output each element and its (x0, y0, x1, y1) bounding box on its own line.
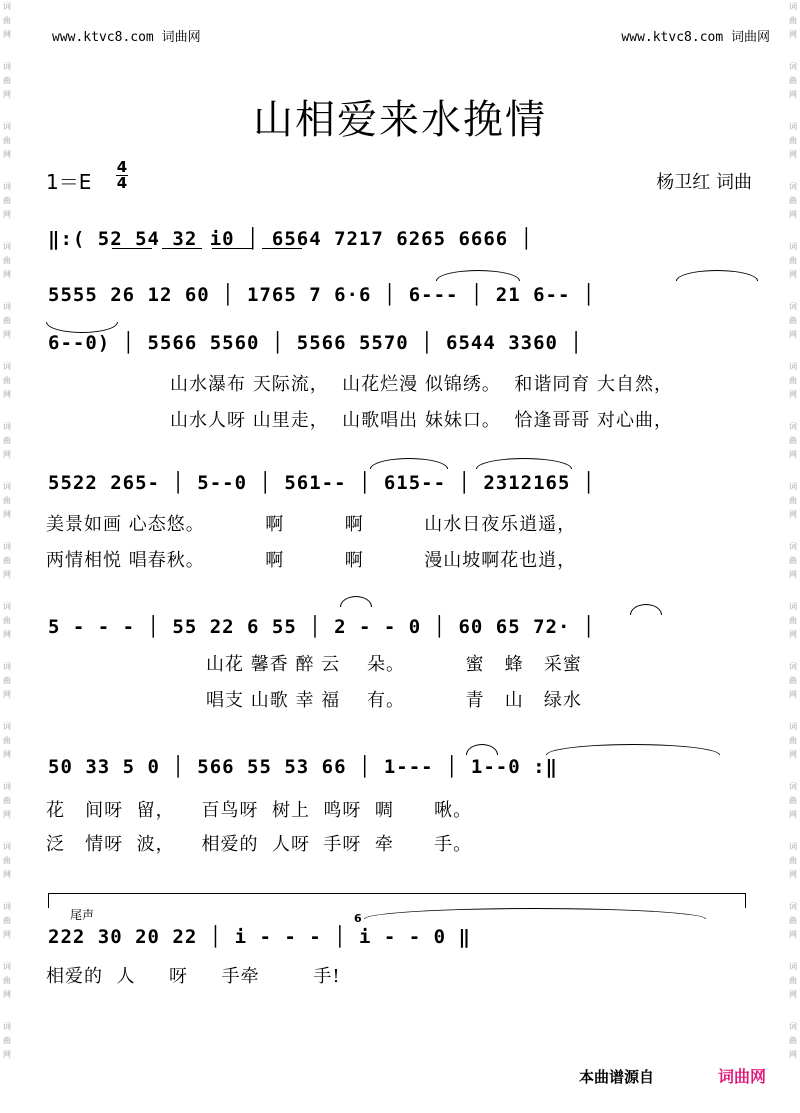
side-watermark-text: 词曲网 (3, 722, 11, 759)
lyric-line-6b: 泛 情呀 波， 相爱的 人呀 手呀 牵 手。 (46, 834, 473, 855)
header-left-url: www.ktvc8.com 词曲网 (52, 30, 201, 45)
time-signature-bottom: 4 (116, 174, 128, 192)
time-signature (116, 160, 128, 191)
lyric-line-5b: 唱支 山歌 幸 福 有。 青 山 绿水 (206, 690, 582, 711)
side-watermark-text: 词曲网 (789, 542, 797, 579)
side-watermark-text: 词曲网 (789, 62, 797, 99)
lyric-line-4b: 两情相悦 唱春秋。 啊 啊 漫山坡啊花也逍， (46, 550, 577, 571)
side-watermark-text: 词曲网 (789, 1022, 797, 1059)
side-watermark-text: 词曲网 (3, 602, 11, 639)
side-watermark-text: 词曲网 (789, 302, 797, 339)
side-watermark-text: 词曲网 (3, 962, 11, 999)
footer-source-label: 本曲谱源自 (578, 1068, 654, 1086)
side-watermark-text: 词曲网 (3, 542, 11, 579)
side-watermark-text: 词曲网 (789, 962, 797, 999)
right-watermark-strip (786, 0, 800, 1113)
side-watermark-text: 词曲网 (3, 242, 11, 279)
lyric-line-3b: 山水人呀 山里走， 山歌唱出 妹妹口。 恰逢哥哥 对心曲， (170, 410, 674, 431)
coda-label: 尾声 (70, 908, 95, 922)
key-signature: 1＝E (46, 170, 92, 194)
notation-line-1: ‖:( 52 54 32 i0 │ 6564 7217 6265 6666 │ (48, 228, 534, 250)
side-watermark-text: 词曲网 (3, 842, 11, 879)
side-watermark-text: 词曲网 (789, 242, 797, 279)
side-watermark-text: 词曲网 (3, 482, 11, 519)
side-watermark-text: 词曲网 (3, 122, 11, 159)
side-watermark-text: 词曲网 (789, 722, 797, 759)
side-watermark-text: 词曲网 (3, 182, 11, 219)
side-watermark-text: 词曲网 (3, 2, 11, 39)
notation-line-6: 50 33 5 0 │ 566 55 53 66 │ 1--- │ 1--0 :‖ (48, 756, 558, 778)
side-watermark-text: 词曲网 (3, 362, 11, 399)
coda-bracket (48, 893, 746, 908)
side-watermark-text: 词曲网 (789, 662, 797, 699)
composer-credit: 杨卫红 词曲 (656, 172, 752, 193)
side-watermark-text: 词曲网 (789, 482, 797, 519)
side-watermark-text: 词曲网 (3, 302, 11, 339)
time-signature-top: 4 (116, 158, 128, 176)
side-watermark-text: 词曲网 (3, 422, 11, 459)
side-watermark-text: 词曲网 (3, 62, 11, 99)
footer-brand-link[interactable]: 词曲网 (717, 1067, 766, 1086)
lyric-line-6a: 花 间呀 留， 百鸟呀 树上 鸣呀 啁 啾。 (46, 800, 473, 821)
side-watermark-text: 词曲网 (789, 182, 797, 219)
notation-line-2: 5555 26 12 60 │ 1765 7 6·6 │ 6--- │ 21 6-- │ (48, 284, 596, 306)
header-right-url: www.ktvc8.com 词曲网 (621, 30, 770, 45)
song-title: 山相爱来水挽情 (253, 97, 547, 143)
notation-line-3: 6--0) │ 5566 5560 │ 5566 5570 │ 6544 3360 │ (48, 332, 583, 354)
left-watermark-strip (0, 0, 14, 1113)
side-watermark-text: 词曲网 (789, 602, 797, 639)
grace-note: 6 (354, 912, 362, 925)
side-watermark-text: 词曲网 (3, 1022, 11, 1059)
side-watermark-text: 词曲网 (789, 842, 797, 879)
lyric-line-3a: 山水瀑布 天际流， 山花烂漫 似锦绣。 和谐同育 大自然， (170, 374, 674, 395)
side-watermark-text: 词曲网 (789, 422, 797, 459)
side-watermark-text: 词曲网 (789, 902, 797, 939)
side-watermark-text: 词曲网 (3, 782, 11, 819)
lyric-line-4a: 美景如画 心态悠。 啊 啊 山水日夜乐逍遥， (46, 514, 577, 535)
side-watermark-text: 词曲网 (3, 902, 11, 939)
side-watermark-text: 词曲网 (789, 2, 797, 39)
side-watermark-text: 词曲网 (3, 662, 11, 699)
notation-line-4: 5522 265- │ 5--0 │ 561-- │ 615-- │ 2312165 │ (48, 472, 596, 494)
side-watermark-text: 词曲网 (789, 122, 797, 159)
lyric-line-7a: 相爱的 人 呀 手牵 手! (46, 966, 341, 987)
side-watermark-text: 词曲网 (789, 782, 797, 819)
side-watermark-text: 词曲网 (789, 362, 797, 399)
notation-line-7: 222 30 20 22 │ i - - - │ i - - 0 ‖ (48, 926, 471, 948)
lyric-line-5a: 山花 馨香 醉 云 朵。 蜜 蜂 采蜜 (206, 654, 582, 675)
notation-line-5: 5 - - - │ 55 22 6 55 │ 2 - - 0 │ 60 65 72· │ (48, 616, 596, 638)
